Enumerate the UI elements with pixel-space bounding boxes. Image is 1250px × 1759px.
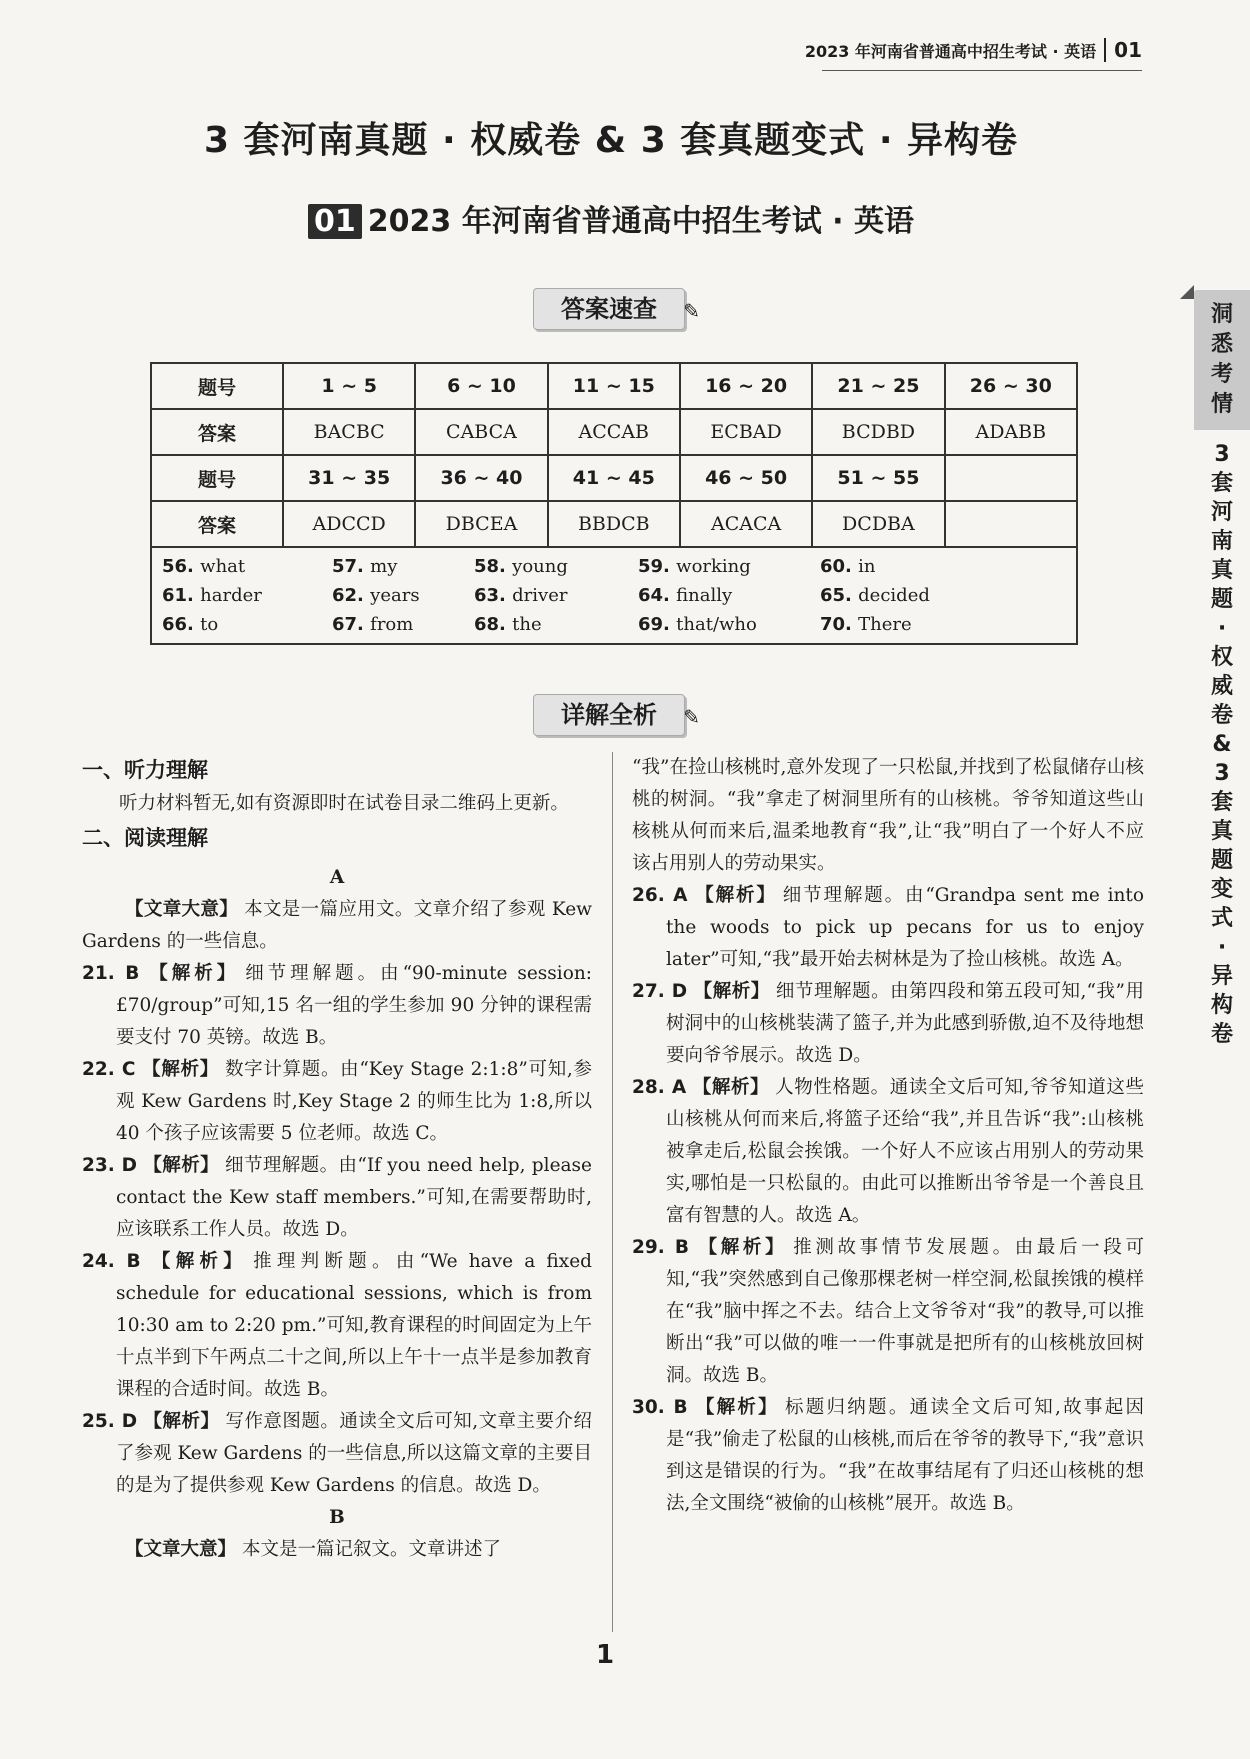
range-cell: 46 ~ 50 xyxy=(680,455,812,501)
blank-word: young xyxy=(512,556,568,577)
summary-tag: 【文章大意】 xyxy=(125,899,239,920)
running-header xyxy=(805,38,1142,62)
blank-answer xyxy=(820,556,990,577)
explain-tag: 【解析】 xyxy=(692,1077,770,1098)
explain-tag: 【解析】 xyxy=(145,963,240,984)
range-cell: 21 ~ 25 xyxy=(812,363,944,409)
range-cell: 1 ~ 5 xyxy=(283,363,415,409)
empty-cell xyxy=(945,501,1077,547)
answer-cell: ACCAB xyxy=(548,409,680,455)
sub-title-text: 2023 年河南省普通高中招生考试 · 英语 xyxy=(367,204,914,239)
blank-number: 69. xyxy=(638,614,677,635)
left-column xyxy=(82,752,592,1566)
question-explanation: 写作意图题。通读全文后可知,文章主要介绍了参观 Kew Gardens 的一些信息,所以这篇文章的主要目的是为了提供参观 Kew Gardens 的信息。故选 D。 xyxy=(116,1411,592,1496)
blank-number: 58. xyxy=(474,556,513,577)
page-code: 01 xyxy=(1104,38,1142,62)
side-tab-corner xyxy=(1180,285,1194,299)
blank-word: decided xyxy=(858,585,930,606)
question-28 xyxy=(632,1072,1144,1232)
heading-listening: 一、听力理解 xyxy=(82,758,208,782)
summary-b-text: 本文是一篇记叙文。文章讲述了 xyxy=(242,1539,502,1560)
row-label: 答案 xyxy=(151,409,283,455)
blank-word: the xyxy=(512,614,542,635)
answer-cell: BACBC xyxy=(283,409,415,455)
explain-tag: 【解析】 xyxy=(693,1397,779,1418)
pen-icon: ✎ xyxy=(683,299,700,323)
blank-number: 68. xyxy=(474,614,513,635)
question-explanation: 细节理解题。由“Grandpa sent me into the woods to pick up pecans for us to enjoy later”可知,“我”最开始去树林是为了捡山核桃。故选 A。 xyxy=(666,885,1144,970)
heading-reading: 二、阅读理解 xyxy=(82,826,208,850)
question-explanation: 推理判断题。由“We have a fixed schedule for educational sessions, which is from 10:30 am to 2:20 pm.”可知,教育课程的时间固定为上午十点半到下午两点二十之间,所以上午十一点半是参加教育课程的合适时间。故选 B。 xyxy=(116,1251,592,1400)
column-divider xyxy=(612,752,613,1632)
explain-tag: 【解析】 xyxy=(141,1059,219,1080)
question-number: 21. B xyxy=(82,963,140,984)
question-27 xyxy=(632,976,1144,1072)
blank-answers-grid xyxy=(162,556,1066,635)
question-21 xyxy=(82,958,592,1054)
summary-tag: 【文章大意】 xyxy=(125,1539,237,1560)
question-number: 30. B xyxy=(632,1397,688,1418)
question-number: 22. C xyxy=(82,1059,136,1080)
blank-number: 62. xyxy=(332,585,371,606)
main-title: 3 套河南真题 · 权威卷 & 3 套真题变式 · 异构卷 xyxy=(203,120,1019,161)
blank-answer xyxy=(332,614,474,635)
question-number: 26. A xyxy=(632,885,688,906)
row-label: 题号 xyxy=(151,455,283,501)
range-cell: 36 ~ 40 xyxy=(415,455,547,501)
blank-answer xyxy=(162,556,332,577)
blank-number: 61. xyxy=(162,585,201,606)
answer-table xyxy=(150,362,1078,645)
table-row xyxy=(151,455,1077,501)
row-label: 答案 xyxy=(151,501,283,547)
range-cell: 16 ~ 20 xyxy=(680,363,812,409)
table-row xyxy=(151,501,1077,547)
blank-word: what xyxy=(200,556,246,577)
question-explanation: 数字计算题。由“Key Stage 2:1:8”可知,参观 Kew Gardens 时,Key Stage 2 的师生比为 1:8,所以 40 个孩子应该需要 5 位老师。故选 C。 xyxy=(116,1059,592,1144)
question-26 xyxy=(632,880,1144,976)
blank-word: my xyxy=(370,556,398,577)
blank-word: in xyxy=(858,556,876,577)
explain-tag: 【解析】 xyxy=(146,1251,248,1272)
table-row xyxy=(151,409,1077,455)
answer-cell: BCDBD xyxy=(812,409,944,455)
summary-a xyxy=(82,894,592,958)
blank-number: 57. xyxy=(332,556,371,577)
question-explanation: 推测故事情节发展题。由最后一段可知,“我”突然感到自己像那棵老树一样空洞,松鼠挨饿的模样在“我”脑中挥之不去。结合上文爷爷对“我”的教导,可以推断出“我”可以做的唯一一件事就是把所有的山核桃放回树洞。故选 B。 xyxy=(666,1237,1144,1386)
blank-word: working xyxy=(676,556,751,577)
passage-a-label: A xyxy=(329,867,345,888)
range-cell: 6 ~ 10 xyxy=(415,363,547,409)
empty-cell xyxy=(945,455,1077,501)
blank-number: 56. xyxy=(162,556,201,577)
question-explanation: 人物性格题。通读全文后可知,爷爷知道这些山核桃从何而来后,将篮子还给“我”,并且告诉“我”:山核桃被拿走后,松鼠会挨饿。一个好人不应该占用别人的劳动果实,哪怕是一只松鼠的。由此可以推断出爷爷是一个善良且富有智慧的人。故选 A。 xyxy=(666,1077,1144,1226)
header-rule xyxy=(822,70,1142,71)
blank-answer xyxy=(162,614,332,635)
explain-tag: 【解析】 xyxy=(693,885,777,906)
side-tab-label: 3 套 河 南 真 题 · 权 威 卷 & 3 套 真 题 变 式 · 异 构 卷 xyxy=(1210,442,1233,1047)
question-explanation: 细节理解题。由第四段和第五段可知,“我”用树洞中的山核桃装满了篮子,并为此感到骄傲,迫不及待地想要向爷爷展示。故选 D。 xyxy=(666,981,1144,1066)
side-tab-top: 洞 悉 考 情 xyxy=(1194,290,1250,430)
explain-tag: 【解析】 xyxy=(142,1155,220,1176)
section-tag-analysis-label: 详解全析 xyxy=(561,701,657,729)
question-25 xyxy=(82,1406,592,1502)
answer-cell: ECBAD xyxy=(680,409,812,455)
blank-answer xyxy=(820,585,990,606)
running-title: 2023 年河南省普通高中招生考试 · 英语 xyxy=(804,41,1097,61)
section-tag-analysis xyxy=(533,694,700,736)
blank-answer xyxy=(638,585,820,606)
page-number: 1 xyxy=(596,1640,615,1670)
question-number: 24. B xyxy=(82,1251,141,1272)
blank-number: 60. xyxy=(820,556,859,577)
question-number: 28. A xyxy=(632,1077,687,1098)
question-explanation: 标题归纳题。通读全文后可知,故事起因是“我”偷走了松鼠的山核桃,而后在爷爷的教导下,“我”意识到这是错误的行为。“我”在故事结尾有了归还山核桃的想法,全文围绕“被偷的山核桃”展开。故选 B。 xyxy=(666,1397,1144,1514)
question-number: 25. D xyxy=(82,1411,138,1432)
range-cell: 31 ~ 35 xyxy=(283,455,415,501)
blank-number: 59. xyxy=(638,556,677,577)
question-number: 29. B xyxy=(632,1237,689,1258)
explain-tag: 【解析】 xyxy=(143,1411,220,1432)
blank-answer xyxy=(638,556,820,577)
blank-answer xyxy=(332,556,474,577)
listening-text: 听力材料暂无,如有资源即时在试卷目录二维码上更新。 xyxy=(119,793,569,814)
explain-tag: 【解析】 xyxy=(694,1237,788,1258)
row-label: 题号 xyxy=(151,363,283,409)
blank-word: There xyxy=(858,614,912,635)
blank-number: 70. xyxy=(820,614,859,635)
blank-word: years xyxy=(370,585,420,606)
blank-number: 65. xyxy=(820,585,859,606)
range-cell: 41 ~ 45 xyxy=(548,455,680,501)
blank-answers-cell xyxy=(151,547,1077,644)
question-explanation: 细节理解题。由“90-minute session: £70/group”可知,15 名一组的学生参加 90 分钟的课程需要支付 70 英镑。故选 B。 xyxy=(116,963,592,1048)
sub-title-badge: 01 xyxy=(308,204,362,239)
summary-b-continued: “我”在捡山核桃时,意外发现了一只松鼠,并找到了松鼠储存山核桃的树洞。“我”拿走了树洞里所有的山核桃。爷爷知道这些山核桃从何而来后,温柔地教育“我”,让“我”明白了一个好人不应该占用别人的劳动果实。 xyxy=(632,757,1144,874)
answer-cell: DBCEA xyxy=(415,501,547,547)
question-23 xyxy=(82,1150,592,1246)
question-24 xyxy=(82,1246,592,1406)
question-explanation: 细节理解题。由“If you need help, please contact the Kew staff members.”可知,在需要帮助时,应该联系工作人员。故选 D。 xyxy=(116,1155,592,1240)
summary-b xyxy=(82,1534,592,1566)
blank-number: 63. xyxy=(474,585,513,606)
range-cell: 11 ~ 15 xyxy=(548,363,680,409)
summary-a-text: 本文是一篇应用文。文章介绍了参观 Kew Gardens 的一些信息。 xyxy=(82,899,592,952)
range-cell: 51 ~ 55 xyxy=(812,455,944,501)
right-column xyxy=(632,752,1144,1520)
blank-number: 64. xyxy=(638,585,677,606)
blank-answer xyxy=(474,556,638,577)
question-number: 27. D xyxy=(632,981,688,1002)
blank-word: to xyxy=(200,614,219,635)
pen-icon: ✎ xyxy=(683,705,700,729)
answer-cell: DCDBA xyxy=(812,501,944,547)
question-30 xyxy=(632,1392,1144,1520)
blank-word: that/who xyxy=(676,614,757,635)
answer-cell: CABCA xyxy=(415,409,547,455)
explain-tag: 【解析】 xyxy=(693,981,770,1002)
table-row xyxy=(151,547,1077,644)
blank-number: 67. xyxy=(332,614,371,635)
answer-cell: ADCCD xyxy=(283,501,415,547)
blank-answer xyxy=(162,585,332,606)
section-tag-answers xyxy=(533,288,700,330)
blank-number: 66. xyxy=(162,614,201,635)
passage-b-label: B xyxy=(329,1507,345,1528)
section-tag-answers-label: 答案速查 xyxy=(561,295,657,323)
blank-answer xyxy=(474,614,638,635)
side-tab xyxy=(1194,290,1250,1049)
blank-word: from xyxy=(370,614,414,635)
blank-answer xyxy=(332,585,474,606)
blank-word: driver xyxy=(512,585,568,606)
question-29 xyxy=(632,1232,1144,1392)
blank-answer xyxy=(474,585,638,606)
answer-cell: ADABB xyxy=(945,409,1077,455)
range-cell: 26 ~ 30 xyxy=(945,363,1077,409)
blank-answer xyxy=(820,614,990,635)
answer-cell: ACACA xyxy=(680,501,812,547)
question-22 xyxy=(82,1054,592,1150)
answer-cell: BBDCB xyxy=(548,501,680,547)
sub-title xyxy=(0,196,1222,240)
table-row xyxy=(151,363,1077,409)
blank-answer xyxy=(638,614,820,635)
blank-word: finally xyxy=(676,585,733,606)
question-number: 23. D xyxy=(82,1155,137,1176)
blank-word: harder xyxy=(200,585,262,606)
